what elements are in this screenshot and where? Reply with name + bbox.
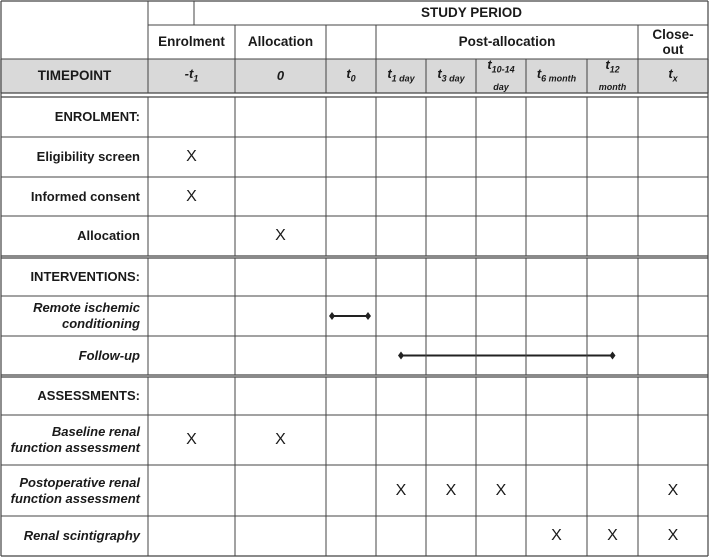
row-label: Eligibility screen <box>36 149 140 164</box>
timepoint-5 <box>476 56 526 93</box>
timepoint-symbol <box>184 65 199 84</box>
x-mark: X <box>667 527 679 544</box>
timepoint-subscript: x <box>672 73 678 84</box>
timepoint-symbol <box>668 65 678 84</box>
timepoint-value <box>346 66 355 87</box>
timepoint-base: -t <box>184 65 194 81</box>
timepoint-value <box>387 66 414 87</box>
timepoint-subscript: 3 day <box>441 73 465 84</box>
timepoint-base: t <box>536 65 542 81</box>
timepoint-value <box>537 66 576 87</box>
timepoint-value <box>437 66 464 87</box>
timepoint-subscript: 6 month <box>541 73 577 84</box>
timepoint-label: TIMEPOINT <box>37 68 112 83</box>
timepoint-value <box>598 56 627 94</box>
row-label: Postoperative renal function assessment <box>10 474 140 506</box>
period-bar-end <box>398 352 404 360</box>
timepoint-value <box>185 66 199 87</box>
timepoint-unit: month <box>598 82 627 93</box>
row-label: Informed consent <box>30 188 140 204</box>
enrolment-header: Enrolment <box>158 34 225 49</box>
x-mark: X <box>607 527 618 544</box>
timepoint-base: t <box>387 65 392 81</box>
timepoint-subscript: 12 <box>609 64 620 75</box>
timepoint-symbol <box>277 68 284 83</box>
timepoint-symbol <box>487 56 515 76</box>
timepoint-base: t <box>605 56 610 72</box>
timepoint-3 <box>376 59 426 93</box>
timepoint-unit: day <box>493 82 509 93</box>
timepoint-base: 0 <box>276 68 285 83</box>
x-mark: X <box>275 227 286 244</box>
section-enrolment: ENROLMENT: <box>54 109 140 124</box>
x-mark: X <box>395 481 407 499</box>
row-label: Renal scintigraphy <box>23 528 140 543</box>
timepoint-base: t <box>487 56 492 72</box>
timepoint-symbol <box>346 65 356 84</box>
timepoint-symbol <box>536 65 577 84</box>
x-mark: X <box>667 481 679 499</box>
x-mark: X <box>495 481 507 499</box>
section-assessments: ASSESSMENTS: <box>37 388 140 403</box>
timepoint-4 <box>426 59 476 93</box>
timepoint-1 <box>235 59 326 93</box>
allocation-header: Allocation <box>247 34 314 49</box>
timepoint-symbol <box>605 56 620 76</box>
timepoint-subscript: 0 <box>350 73 356 84</box>
timepoint-subscript: 1 <box>193 73 199 84</box>
x-mark: X <box>186 187 197 205</box>
x-mark: X <box>186 431 197 448</box>
timepoint-value <box>668 66 677 87</box>
timepoint-0 <box>148 59 235 93</box>
timepoint-8 <box>638 59 708 93</box>
row-label: Follow-up <box>78 347 140 363</box>
x-mark: X <box>551 527 562 544</box>
period-bar-end <box>610 352 616 360</box>
timepoint-value <box>277 68 284 84</box>
timepoint-symbol <box>437 65 465 84</box>
section-interventions: INTERVENTIONS: <box>30 269 140 284</box>
timepoint-subscript: 10-14 <box>491 64 515 75</box>
row-label: Baseline renal function assessment <box>10 424 140 455</box>
x-mark: X <box>186 148 197 165</box>
study-period-header: STUDY PERIOD <box>420 5 523 20</box>
timepoint-value <box>487 56 515 94</box>
x-mark: X <box>445 481 457 499</box>
x-mark: X <box>275 431 286 448</box>
timepoint-2 <box>326 59 376 93</box>
timepoint-7 <box>587 56 638 93</box>
timepoint-base: t <box>668 65 673 81</box>
period-bar-end <box>329 312 335 320</box>
close-out-header: Close-out <box>652 27 694 57</box>
timepoint-base: t <box>437 65 442 81</box>
row-label: Remote ischemic conditioning <box>33 300 140 331</box>
timepoint-base: t <box>346 65 351 81</box>
period-bar-end <box>365 312 371 320</box>
timepoint-subscript: 1 day <box>391 73 415 84</box>
timepoint-6 <box>526 59 587 93</box>
row-label: Allocation <box>77 228 140 243</box>
timepoint-symbol <box>387 65 415 84</box>
post-allocation-header: Post-allocation <box>458 34 556 49</box>
